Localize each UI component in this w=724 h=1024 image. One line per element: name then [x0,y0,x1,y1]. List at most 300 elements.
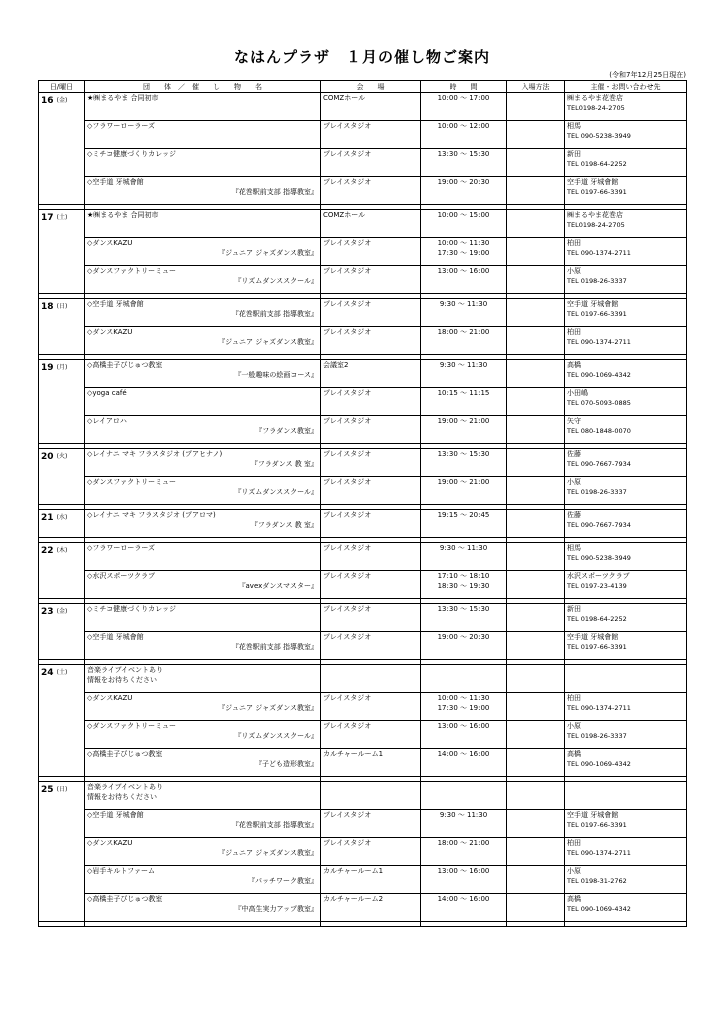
organizer-phone: TEL 090-1374-2711 [567,249,631,257]
day-cell [39,543,85,599]
event-row [39,477,687,505]
organizer-name: 高橋 [567,750,581,758]
event-subtitle: 情報をお待ちください [87,676,157,684]
day-of-week: (金) [56,97,68,104]
event-row [39,894,687,922]
event-name: ◇空手道 牙城會館 [87,811,144,819]
entry-method-cell [507,782,565,810]
time-range: 9:30 ～ 11:30 [439,544,488,552]
event-name: ◇レイナニ マキ フラスタジオ (プアロマ) [87,511,216,519]
organizer-name: 小原 [567,867,581,875]
organizer-phone: TEL 0197-66-3391 [567,310,627,318]
venue-cell: プレイスタジオ [321,416,421,444]
venue-cell: プレイスタジオ [321,632,421,660]
time-cell [421,749,507,777]
entry-method-cell [507,388,565,416]
venue-cell: プレイスタジオ [321,449,421,477]
entry-method-cell [507,210,565,238]
event-name-cell [85,810,321,838]
venue-cell: プレイスタジオ [321,299,421,327]
organizer-cell [565,721,687,749]
event-name-cell [85,238,321,266]
event-name-cell [85,121,321,149]
organizer-cell [565,360,687,388]
time-range: 14:00 ～ 16:00 [437,750,490,758]
event-name: 音楽ライブイベントあり [87,666,163,674]
event-row [39,388,687,416]
organizer-name: 小原 [567,478,581,486]
time-cell [421,810,507,838]
time-range: 10:15 ～ 11:15 [437,389,490,397]
organizer-cell [565,510,687,538]
event-row [39,838,687,866]
organizer-name: 新田 [567,605,581,613]
organizer-name: 水沢スポーツクラブ [567,572,630,580]
organizer-phone: TEL 090-1069-4342 [567,371,631,379]
day-of-week: (金) [56,608,68,615]
event-name-cell [85,360,321,388]
spacer-cell [39,922,85,927]
day-cell [39,782,85,922]
organizer-phone: TEL 0198-64-2252 [567,615,627,623]
event-subtitle: 『花巻駅前支部 指導教室』 [231,821,318,829]
venue-cell [321,665,421,693]
time-cell [421,266,507,294]
time-cell [421,604,507,632]
day-spacer-row [39,922,687,927]
event-name-cell [85,266,321,294]
event-name: ◇高橋圭子びじゅつ教室 [87,361,163,369]
day-cell [39,510,85,538]
time-range: 19:15 ～ 20:45 [437,511,490,519]
event-name-cell [85,894,321,922]
organizer-phone: TEL 090-7667-7934 [567,460,631,468]
event-subtitle: 『フラダンス 教 室』 [250,460,318,468]
organizer-phone: TEL 0197-66-3391 [567,188,627,196]
event-row [39,93,687,121]
entry-method-cell [507,360,565,388]
venue-cell: カルチャールーム1 [321,749,421,777]
organizer-name: 空手道 牙城會館 [567,633,619,641]
organizer-phone: TEL 090-1374-2711 [567,849,631,857]
organizer-name: 高橋 [567,361,581,369]
time-range: 18:00 ～ 21:00 [437,839,490,847]
day-number: 18 [41,302,54,312]
entry-method-cell [507,416,565,444]
event-name-cell [85,449,321,477]
event-subtitle: 『花巻駅前支部 指導教室』 [231,643,318,651]
venue-cell: プレイスタジオ [321,177,421,205]
event-name: ◇水沢スポーツクラブ [87,572,156,580]
organizer-cell [565,266,687,294]
time-cell [421,894,507,922]
spacer-cell [421,922,507,927]
time-cell [421,327,507,355]
organizer-cell [565,604,687,632]
entry-method-cell [507,749,565,777]
organizer-phone: TEL 0197-23-4139 [567,582,627,590]
venue-cell [321,782,421,810]
entry-method-cell [507,838,565,866]
entry-method-cell [507,177,565,205]
time-cell [421,866,507,894]
event-name: ◇岩手キルトファーム [87,867,155,875]
organizer-phone: TEL 090-1069-4342 [567,905,631,913]
organizer-name: 新田 [567,150,581,158]
venue-cell: プレイスタジオ [321,149,421,177]
organizer-phone: TEL 080-1848-0070 [567,427,631,435]
time-cell [421,416,507,444]
event-subtitle: 情報をお待ちください [87,793,157,801]
day-number: 17 [41,213,54,223]
event-name-cell [85,149,321,177]
event-row [39,866,687,894]
organizer-cell [565,693,687,721]
organizer-cell [565,327,687,355]
venue-cell: COMZホール [321,93,421,121]
organizer-name: 柏田 [567,694,581,702]
venue-cell: プレイスタジオ [321,238,421,266]
venue-cell: プレイスタジオ [321,604,421,632]
day-number: 19 [41,363,54,373]
event-subtitle: 『ジュニア ジャズダンス教室』 [218,249,318,257]
event-name-cell [85,299,321,327]
time-cell [421,177,507,205]
time-cell [421,510,507,538]
organizer-name: 小原 [567,722,581,730]
event-row [39,693,687,721]
time-range: 19:00 ～ 20:30 [437,178,490,186]
time-cell [421,121,507,149]
event-subtitle: 『花巻駅前支部 指導教室』 [231,188,318,196]
event-name: ◇空手道 牙城會館 [87,300,144,308]
event-row [39,665,687,693]
event-subtitle: 『子ども造形教室』 [255,760,318,768]
entry-method-cell [507,866,565,894]
day-number: 16 [41,96,54,106]
organizer-cell [565,782,687,810]
event-subtitle: 『パッチワーク教室』 [248,877,318,885]
organizer-cell [565,149,687,177]
as-of-date: (令和7年12月25日現在) [609,71,686,79]
event-name-cell [85,604,321,632]
organizer-cell [565,866,687,894]
schedule-table [38,80,687,927]
event-subtitle: 『花巻駅前支部 指導教室』 [231,310,318,318]
organizer-cell [565,543,687,571]
time-range: 19:00 ～ 20:30 [437,633,490,641]
time-range: 10:00 ～ 17:00 [437,94,490,102]
venue-cell: カルチャールーム1 [321,866,421,894]
day-number: 20 [41,452,54,462]
organizer-cell [565,416,687,444]
event-name-cell [85,543,321,571]
time-cell [421,449,507,477]
organizer-name: 相馬 [567,122,581,130]
time-range: 14:00 ～ 16:00 [437,895,490,903]
entry-method-cell [507,604,565,632]
day-of-week: (水) [56,514,68,521]
event-name: ◇フラワーローラーズ [87,544,156,552]
venue-cell: COMZホール [321,210,421,238]
day-cell [39,449,85,505]
entry-method-cell [507,693,565,721]
time-range: 18:30 ～ 19:30 [437,582,490,590]
organizer-cell [565,238,687,266]
day-of-week: (日) [56,786,68,793]
organizer-phone: TEL0198-24-2705 [567,221,625,229]
time-cell [421,93,507,121]
organizer-phone: TEL 0198-26-3337 [567,488,627,496]
spacer-cell [85,922,321,927]
organizer-cell [565,894,687,922]
time-cell [421,543,507,571]
time-range: 17:10 ～ 18:10 [437,572,490,580]
event-subtitle: 『中高生実力アップ教室』 [234,905,318,913]
time-range: 10:00 ～ 11:30 [437,694,490,702]
time-range: 13:00 ～ 16:00 [437,267,490,275]
event-row [39,632,687,660]
event-name-cell [85,388,321,416]
organizer-name: 佐藤 [567,450,581,458]
header-venue: 会 場 [321,81,421,93]
day-cell [39,93,85,205]
time-range: 19:00 ～ 21:00 [437,478,490,486]
event-name-cell [85,693,321,721]
organizer-phone: TEL 070-5093-0885 [567,399,631,407]
venue-cell: プレイスタジオ [321,327,421,355]
entry-method-cell [507,121,565,149]
organizer-phone: TEL 090-1374-2711 [567,338,631,346]
event-name-cell [85,327,321,355]
day-of-week: (土) [56,669,68,676]
time-range: 10:00 ～ 11:30 [437,239,490,247]
organizer-phone: TEL 0198-64-2252 [567,160,627,168]
organizer-cell [565,665,687,693]
entry-method-cell [507,93,565,121]
time-cell [421,632,507,660]
event-name-cell [85,838,321,866]
day-cell [39,360,85,444]
event-name: ◇空手道 牙城會館 [87,633,144,641]
event-name: ◇フラワーローラーズ [87,122,156,130]
organizer-cell [565,632,687,660]
event-row [39,360,687,388]
time-range: 13:00 ～ 16:00 [437,722,490,730]
event-subtitle: 『ジュニア ジャズダンス教室』 [218,338,318,346]
event-name-cell [85,782,321,810]
organizer-name: 矢守 [567,417,581,425]
event-row [39,721,687,749]
event-name-cell [85,416,321,444]
entry-method-cell [507,149,565,177]
event-name: ★㈱まるやま 合同初市 [87,211,159,219]
organizer-cell [565,449,687,477]
time-range: 13:30 ～ 15:30 [437,450,490,458]
organizer-name: 小原 [567,267,581,275]
event-name: ◇ミチコ健康づくりカレッジ [87,150,177,158]
spacer-cell [565,922,687,927]
event-name: ★㈱まるやま 合同初市 [87,94,159,102]
day-cell [39,210,85,294]
event-name: 音楽ライブイベントあり [87,783,163,791]
entry-method-cell [507,299,565,327]
event-name: ◇ダンスファクトリーミュー [87,722,176,730]
header-organizer: 主催・お問い合わせ先 [565,81,687,93]
venue-cell: カルチャールーム2 [321,894,421,922]
event-name-cell [85,210,321,238]
day-number: 25 [41,785,54,795]
event-name: ◇高橋圭子びじゅつ教室 [87,750,163,758]
event-row [39,416,687,444]
organizer-phone: TEL0198-24-2705 [567,104,625,112]
time-cell [421,388,507,416]
day-of-week: (月) [56,364,68,371]
event-subtitle: 『リズムダンススクール』 [234,488,318,496]
event-row [39,749,687,777]
time-range: 9:30 ～ 11:30 [439,300,488,308]
venue-cell: プレイスタジオ [321,838,421,866]
entry-method-cell [507,449,565,477]
time-cell [421,665,507,693]
event-name: ◇ダンスファクトリーミュー [87,267,176,275]
time-range: 13:30 ～ 15:30 [437,150,490,158]
organizer-cell [565,121,687,149]
entry-method-cell [507,543,565,571]
event-name-cell [85,93,321,121]
organizer-name: 高橋 [567,895,581,903]
event-name: ◇空手道 牙城會館 [87,178,144,186]
event-name: ◇高橋圭子びじゅつ教室 [87,895,163,903]
organizer-cell [565,299,687,327]
time-cell [421,721,507,749]
event-subtitle: 『フラダンス 教 室』 [250,521,318,529]
day-number: 23 [41,607,54,617]
organizer-cell [565,571,687,599]
organizer-cell [565,388,687,416]
event-subtitle: 『avexダンスマスター』 [238,582,318,590]
entry-method-cell [507,721,565,749]
organizer-name: 佐藤 [567,511,581,519]
header-entry: 入場方法 [507,81,565,93]
event-name: ◇レイナニ マキ フラスタジオ (プアヒナノ) [87,450,223,458]
time-cell [421,238,507,266]
event-subtitle: 『リズムダンススクール』 [234,277,318,285]
event-row [39,510,687,538]
venue-cell: プレイスタジオ [321,721,421,749]
event-subtitle: 『リズムダンススクール』 [234,732,318,740]
day-of-week: (日) [56,303,68,310]
event-row [39,604,687,632]
event-name: ◇ダンスKAZU [87,328,133,336]
event-name-cell [85,477,321,505]
organizer-name: ㈱まるやま花巻店 [567,211,623,219]
entry-method-cell [507,571,565,599]
day-cell [39,665,85,777]
day-cell [39,299,85,355]
event-row [39,177,687,205]
event-name-cell [85,866,321,894]
event-row [39,210,687,238]
entry-method-cell [507,632,565,660]
event-name: ◇ダンスKAZU [87,694,133,702]
spacer-cell [507,922,565,927]
organizer-name: 小田嶋 [567,389,588,397]
event-name-cell [85,177,321,205]
organizer-name: 柏田 [567,839,581,847]
entry-method-cell [507,810,565,838]
day-number: 22 [41,546,54,556]
event-row [39,266,687,294]
entry-method-cell [507,327,565,355]
day-of-week: (土) [56,214,68,221]
event-name: ◇ミチコ健康づくりカレッジ [87,605,177,613]
organizer-name: 空手道 牙城會館 [567,811,619,819]
time-range: 13:00 ～ 16:00 [437,867,490,875]
venue-cell: プレイスタジオ [321,693,421,721]
organizer-cell [565,93,687,121]
event-name-cell [85,665,321,693]
venue-cell: プレイスタジオ [321,810,421,838]
time-cell [421,693,507,721]
organizer-phone: TEL 090-5238-3949 [567,554,631,562]
event-name-cell [85,632,321,660]
event-row [39,571,687,599]
entry-method-cell [507,510,565,538]
organizer-cell [565,210,687,238]
event-row [39,810,687,838]
time-cell [421,149,507,177]
event-row [39,121,687,149]
time-range: 17:30 ～ 19:00 [437,249,490,257]
time-range: 17:30 ～ 19:00 [437,704,490,712]
entry-method-cell [507,477,565,505]
header-time: 時 間 [421,81,507,93]
time-cell [421,782,507,810]
event-row [39,327,687,355]
spacer-cell [321,922,421,927]
time-range: 19:00 ～ 21:00 [437,417,490,425]
time-range: 18:00 ～ 21:00 [437,328,490,336]
time-range: 10:00 ～ 15:00 [437,211,490,219]
event-row [39,543,687,571]
entry-method-cell [507,894,565,922]
page-title: なはんプラザ １月の催し物ご案内 [233,48,490,66]
day-of-week: (火) [56,453,68,460]
organizer-name: 相馬 [567,544,581,552]
organizer-cell [565,810,687,838]
organizer-phone: TEL 090-7667-7934 [567,521,631,529]
day-cell [39,604,85,660]
day-number: 24 [41,668,54,678]
venue-cell: プレイスタジオ [321,510,421,538]
time-cell [421,477,507,505]
time-range: 9:30 ～ 11:30 [439,811,488,819]
header-row [39,81,687,93]
event-row [39,238,687,266]
time-range: 13:30 ～ 15:30 [437,605,490,613]
event-subtitle: 『ジュニア ジャズダンス教室』 [218,704,318,712]
event-row [39,299,687,327]
organizer-phone: TEL 090-1374-2711 [567,704,631,712]
venue-cell: 会議室2 [321,360,421,388]
organizer-cell [565,477,687,505]
event-name: ◇ダンスファクトリーミュー [87,478,176,486]
organizer-phone: TEL 090-1069-4342 [567,760,631,768]
header-date: 日/曜日 [39,81,85,93]
organizer-phone: TEL 0197-66-3391 [567,643,627,651]
event-row [39,149,687,177]
